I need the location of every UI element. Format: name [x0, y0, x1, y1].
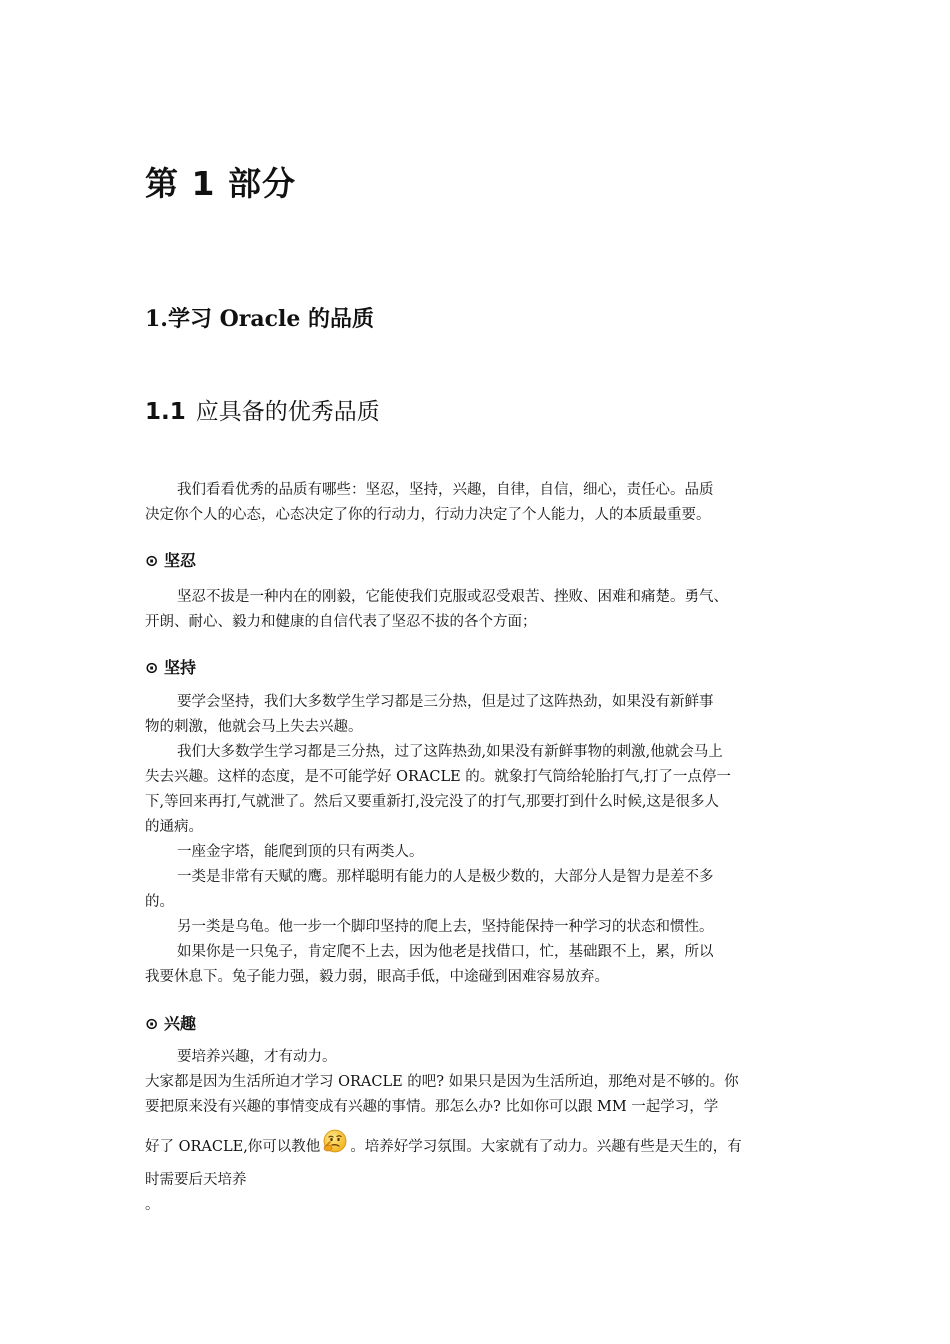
chapter-heading: 1.学习 Oracle 的品质	[145, 306, 375, 332]
text-line: 我们大多数学生学习都是三分热，过了这阵热劲,如果没有新鲜事物的刺激,他就会马上	[177, 744, 723, 760]
text-line: 物的刺激，他就会马上失去兴趣。	[145, 719, 363, 735]
xingqu-paragraph	[145, 1045, 810, 1218]
text-line: 要把原来没有兴趣的事情变成有兴趣的事情。那怎么办? 比如你可以跟 MM 一起学习，学	[145, 1099, 719, 1115]
text-line: 另一类是乌龟。他一步一个脚印坚持的爬上去，坚持能保持一种学习的状态和惯性。	[177, 919, 714, 935]
section-number: 1.1	[145, 399, 186, 425]
subsection-xingqu-title: ⊙ 兴趣	[145, 1014, 196, 1033]
text-line: 坚忍不拔是一种内在的刚毅，它能使我们克服或忍受艰苦、挫败、困难和痛楚。勇气、	[177, 589, 728, 605]
subsection-jianchi-title: ⊙ 坚持	[145, 658, 196, 677]
text-line: 开朗、耐心、毅力和健康的自信代表了坚忍不拔的各个方面；	[145, 614, 537, 630]
text-line: 的通病。	[145, 819, 203, 835]
text-line-with-emoji	[145, 1129, 810, 1160]
text-line: 如果你是一只兔子，肯定爬不上去，因为他老是找借口，忙，基础跟不上，累，所以	[177, 944, 714, 960]
jianren-paragraph	[145, 585, 810, 635]
text-line: 。	[145, 1197, 160, 1213]
subsection-jianren-title: ⊙ 坚忍	[145, 551, 196, 570]
jianchi-paragraph	[145, 690, 810, 990]
text-line: 一座金字塔，能爬到顶的只有两类人。	[177, 844, 424, 860]
text-line: 时需要后天培养	[145, 1172, 247, 1188]
text-segment: 好了 ORACLE,你可以教他	[145, 1139, 321, 1155]
text-segment: 。培养好学习氛围。大家就有了动力。兴趣有些是天生的，有	[350, 1139, 742, 1155]
text-line: 决定你个人的心态，心态决定了你的行动力，行动力决定了个人能力，人的本质最重要。	[145, 507, 711, 523]
part-title: 第 1 部分	[145, 164, 296, 203]
text-line: 的。	[145, 894, 174, 910]
thinking-face-icon	[322, 1129, 348, 1155]
text-line: 失去兴趣。这样的态度，是不可能学好 ORACLE 的。就象打气筒给轮胎打气,打了一点停一	[145, 769, 731, 785]
section-title: 应具备的优秀品质	[195, 399, 380, 425]
text-line: 我们看看优秀的品质有哪些：坚忍，坚持，兴趣，自律，自信，细心，责任心。品质	[177, 482, 714, 498]
text-line: 我要休息下。兔子能力强，毅力弱，眼高手低，中途碰到困难容易放弃。	[145, 969, 609, 985]
text-line: 要学会坚持，我们大多数学生学习都是三分热，但是过了这阵热劲，如果没有新鲜事	[177, 694, 714, 710]
text-line: 一类是非常有天赋的鹰。那样聪明有能力的人是极少数的，大部分人是智力是差不多	[177, 869, 714, 885]
text-line: 下,等回来再打,气就泄了。然后又要重新打,没完没了的打气,那要打到什么时候,这是很多人	[145, 794, 720, 810]
text-line: 要培养兴趣，才有动力。	[177, 1049, 337, 1065]
section-heading	[145, 393, 380, 426]
text-line: 大家都是因为生活所迫才学习 ORACLE 的吧? 如果只是因为生活所迫，那绝对是不够的。你	[145, 1074, 739, 1090]
intro-paragraph	[145, 478, 810, 528]
